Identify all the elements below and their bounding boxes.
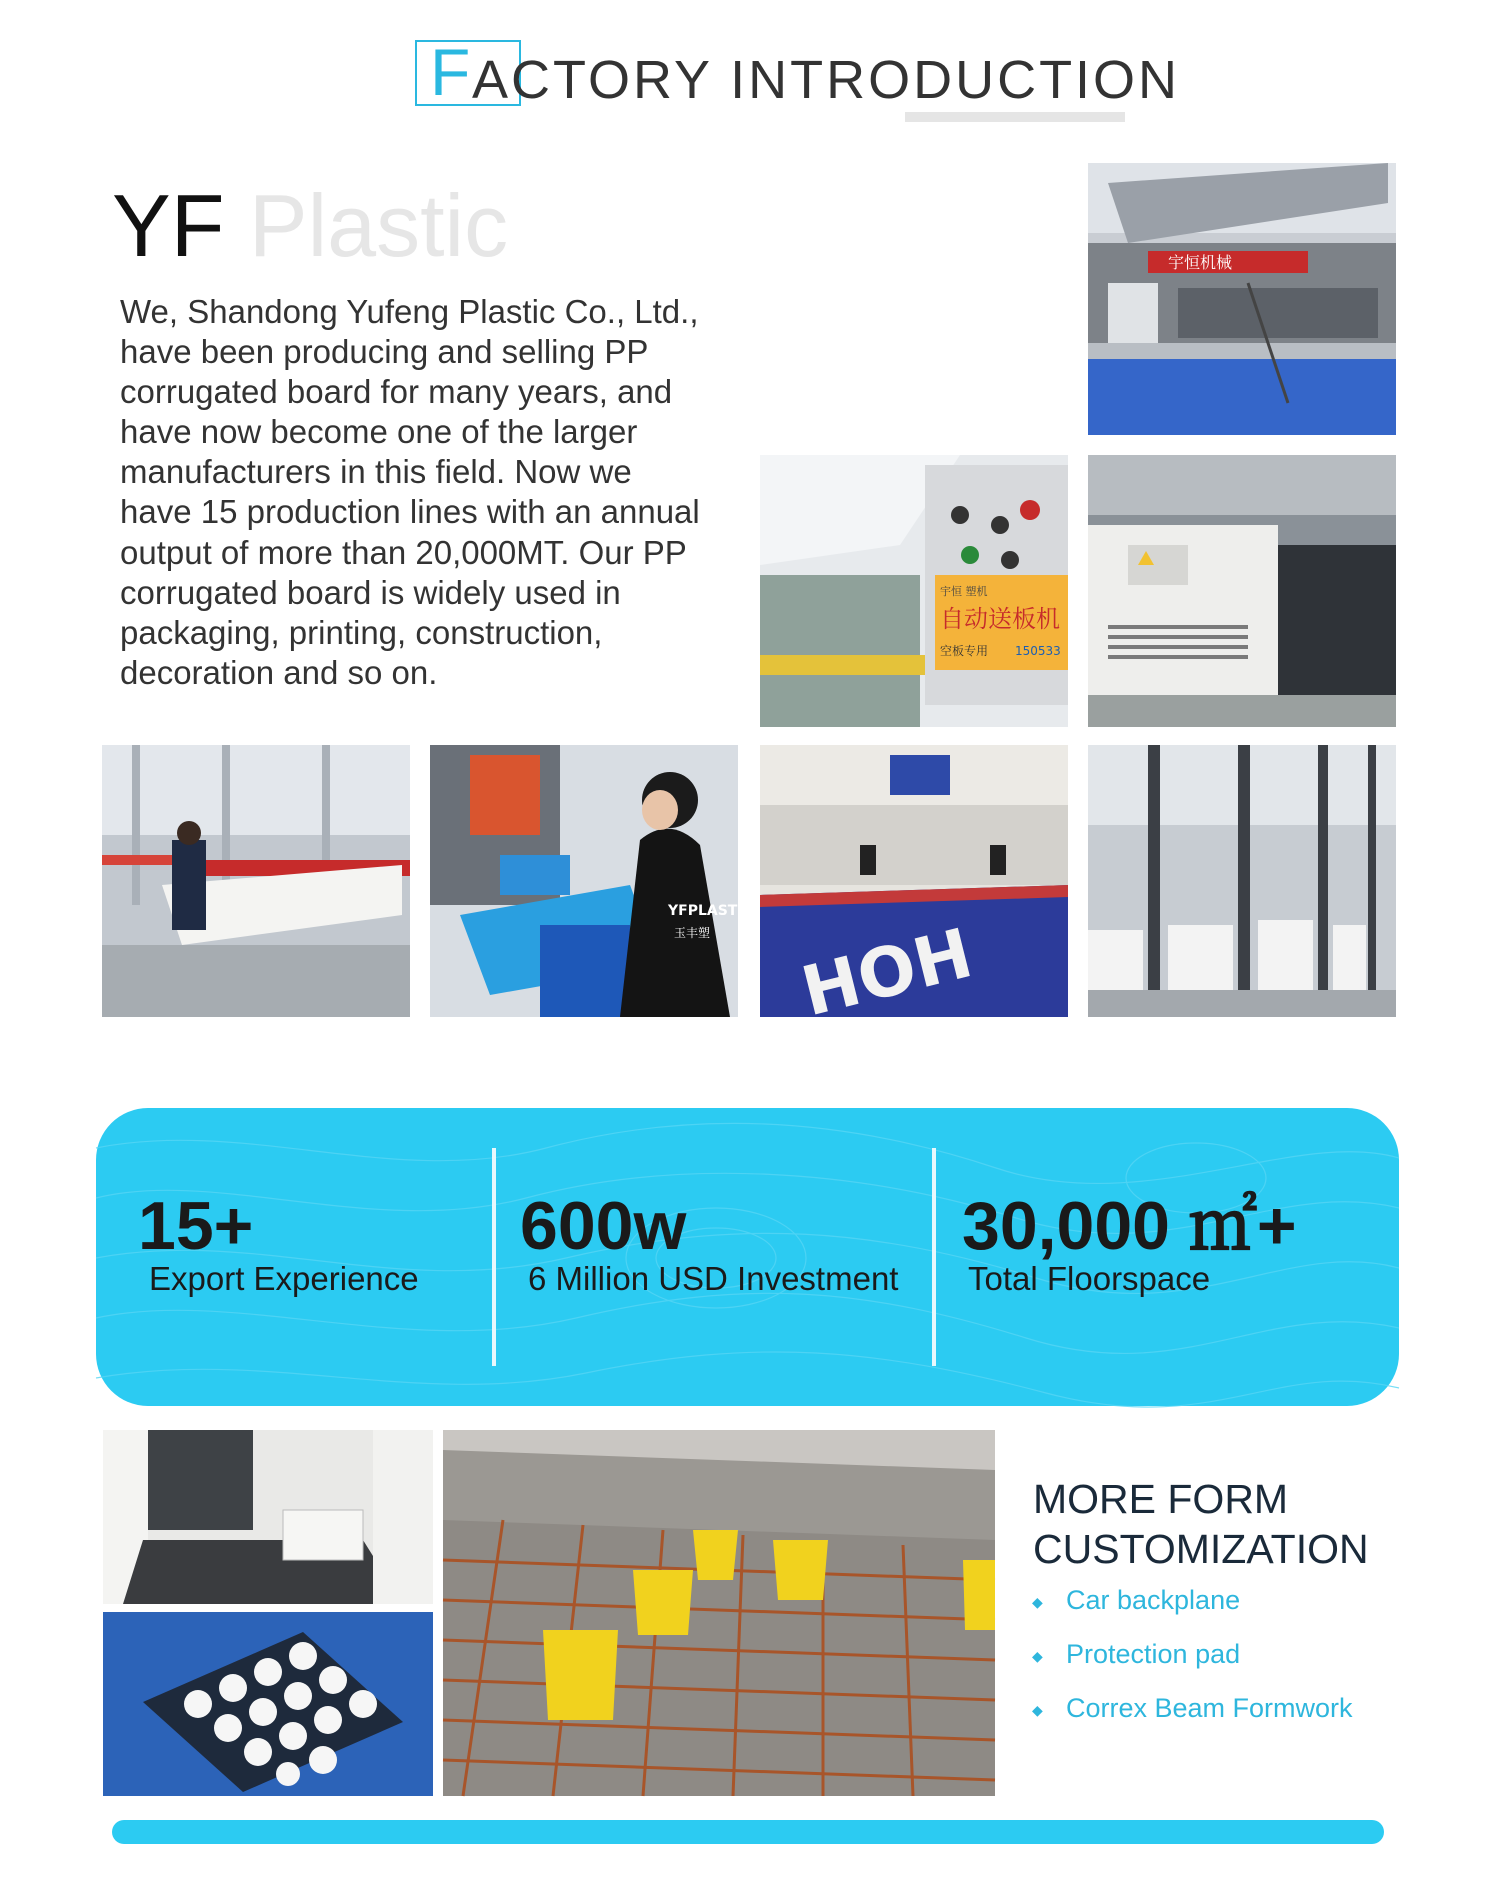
car-backplane-photo [103, 1430, 433, 1604]
cutting-machine-photo [1088, 455, 1396, 727]
page-title: ACTORY INTRODUCTION [472, 50, 1181, 110]
stat-label: Export Experience [149, 1260, 419, 1297]
title-underline-bar [905, 112, 1125, 122]
brand-name-light: Plastic [248, 176, 509, 275]
title-first-letter: F [430, 35, 471, 109]
stat-value: 15+ [138, 1188, 254, 1264]
diamond-bullet-icon: ◆ [1032, 1701, 1043, 1718]
more-form-title [1033, 1474, 1369, 1574]
diamond-bullet-icon: ◆ [1032, 1593, 1043, 1610]
shirt-logo-cn: 玉丰塑 [674, 926, 711, 940]
brand-heading [112, 178, 508, 274]
printed-letters: HOH [794, 914, 980, 1033]
printer-output-photo [760, 745, 1068, 1033]
footer-accent-bar [112, 1820, 1384, 1844]
machine-sign: 宇恒机械 [1168, 253, 1233, 272]
company-intro-text: We, Shandong Yufeng Plastic Co., Ltd., have been producing and selling PP corrugated board for many years, and have now become one of the larger manufacturers in this field. Now we have 15 production lines with an annual output of more than 20,000MT. Our PP corrugated board is widely used in packaging, printing, construction, decoration and so on. [120, 293, 700, 691]
list-item-label: Correx Beam Formwork [1066, 1693, 1353, 1723]
list-item [1032, 1580, 1353, 1634]
panel-sign: 自动送板机 [940, 605, 1060, 633]
list-item-label: Car backplane [1066, 1585, 1241, 1615]
stats-divider [492, 1148, 496, 1366]
beam-formwork-photo [443, 1430, 995, 1796]
more-form-title-line1: MORE FORM [1033, 1476, 1289, 1522]
stat-value: 30,000 ㎡+ [962, 1188, 1297, 1264]
stat-label: Total Floorspace [968, 1260, 1211, 1297]
panel-sub: 空板专用 [940, 644, 989, 658]
production-line-photo [102, 745, 410, 1017]
more-form-title-line2: CUSTOMIZATION [1033, 1526, 1369, 1572]
worker-inspecting-board-photo [430, 745, 753, 1017]
list-item [1032, 1634, 1353, 1688]
section-header [0, 36, 1496, 126]
panel-phone: 150533 [1015, 644, 1061, 658]
printing-machine-photo [1088, 163, 1396, 435]
list-item [1032, 1688, 1353, 1742]
customization-list [1032, 1580, 1353, 1742]
stat-label: 6 Million USD Investment [528, 1260, 899, 1297]
list-item-label: Protection pad [1066, 1639, 1241, 1669]
feeder-control-panel-photo [760, 455, 1068, 727]
warehouse-photo [1088, 745, 1396, 1017]
brand-name-dark: YF [112, 176, 225, 275]
shirt-logo: YFPLASTIC [668, 903, 753, 919]
stats-panel [96, 1108, 1399, 1406]
protection-pad-photo [103, 1612, 433, 1796]
stat-value: 600w [520, 1188, 687, 1264]
diamond-bullet-icon: ◆ [1032, 1647, 1043, 1664]
stats-divider [932, 1148, 936, 1366]
panel-brand: 宇恒 塑机 [940, 585, 988, 598]
